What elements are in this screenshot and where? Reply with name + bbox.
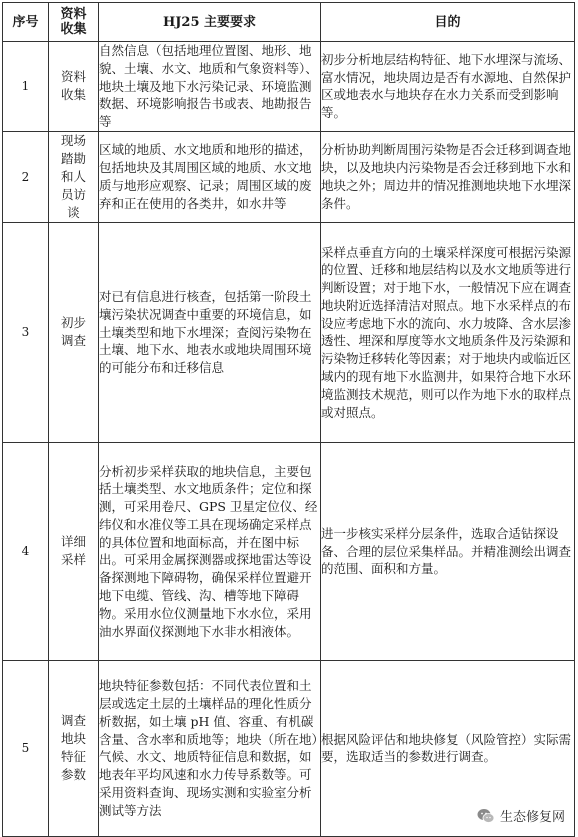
row-number: 1 — [3, 42, 49, 132]
row-requirement: 区域的地质、水文地质和地形的描述，包括地块及其周围区域的地质、水文地质与地形应观察、记录；周围区域的废弃和正在使用的各类井，如水井等 — [99, 131, 321, 222]
table-row — [3, 131, 575, 222]
row-requirement: 分析初步采样获取的地块信息，主要包括土壤类型、水文地质条件；定位和探测，可采用卷尺、GPS 卫星定位仪、经纬仪和水准仪等工具在现场确定采样点的具体位置和地面标高，并在图中标出。可采用金属探测器或探地雷达等设备探测地下障碍物，确保采样位置避开地下电缆、管线、沟、槽等地下障碍物。采用水位仪测量地下水水位，采用油水界面仪探测地下水非水相液体。 — [99, 442, 321, 660]
row-step: 详细 采样 — [49, 442, 99, 660]
table-row — [3, 42, 575, 132]
header-requirement: HJ25 主要要求 — [99, 3, 321, 42]
row-requirement: 地块特征参数包括：不同代表位置和土层或选定土层的土壤样品的理化性质分析数据，如土壤 pH 值、容重、有机碳含量、含水率和质地等；地块（所在地）气候、水文、地质特征信息和数据，如地表年平均风速和水力传导系数等。可采用资料查询、现场实测和实验室分析测试等方法 — [99, 660, 321, 836]
row-goal: 分析协助判断周围污染物是否会迁移到调查地块，以及地块内污染物是否会迁移到地下水和地块之外；周边井的情况推测地块地下水埋深条件。 — [321, 131, 575, 222]
row-number: 3 — [3, 222, 49, 442]
row-number: 4 — [3, 442, 49, 660]
table-row — [3, 442, 575, 660]
row-goal: 采样点垂直方向的土壤采样深度可根据污染源的位置、迁移和地层结构以及水文地质等进行判断设置；对于地下水，一般情况下应在调查地块附近选择清洁对照点。地下水采样点的布设应考虑地下水的流向、水力坡降、含水层渗透性、埋深和厚度等水文地质条件及污染源和污染物迁移转化等因素；对于地块内或临近区域内的现有地下水监测井，如果符合地下水环境监测技术规范，则可以作为地下水的取样点或对照点。 — [321, 222, 575, 442]
row-goal: 初步分析地层结构特征、地下水埋深与流场、富水情况，地块周边是否有水源地、自然保护区或地表水与地块存在水力关系而受到影响等。 — [321, 42, 575, 132]
row-number: 2 — [3, 131, 49, 222]
row-step: 资料 收集 — [49, 42, 99, 132]
row-step: 初步 调查 — [49, 222, 99, 442]
row-requirement: 自然信息（包括地理位置图、地形、地貌、土壤、水文、地质和气象资料等）、地块土壤及地下水污染记录、环境监测数据、环境影响报告书或表、地勘报告等 — [99, 42, 321, 132]
watermark — [474, 805, 568, 826]
row-number: 5 — [3, 660, 49, 836]
header-no: 序号 — [3, 3, 49, 42]
requirements-table — [2, 2, 575, 837]
row-step: 调查 地块 特征 参数 — [49, 660, 99, 836]
header-goal: 目的 — [321, 3, 575, 42]
watermark-text: 生态修复网 — [499, 810, 565, 825]
wechat-icon — [477, 808, 495, 824]
header-step: 资料 收集 — [49, 3, 99, 42]
row-goal: 进一步核实采样分层条件，选取合适钻探设备、合理的层位采集样品。并精准测绘出调查的范围、面积和方量。 — [321, 442, 575, 660]
table-row — [3, 222, 575, 442]
row-goal: 根据风险评估和地块修复（风险管控）实际需要，选取适当的参数进行调查。 — [321, 660, 575, 836]
row-step: 现场 踏勘 和人 员访 谈 — [49, 131, 99, 222]
row-requirement: 对已有信息进行核查，包括第一阶段土壤污染状况调查中重要的环境信息，如土壤类型和地下水埋深；查阅污染物在土壤、地下水、地表水或地块周围环境的可能分布和迁移信息 — [99, 222, 321, 442]
table-header-row — [3, 3, 575, 42]
